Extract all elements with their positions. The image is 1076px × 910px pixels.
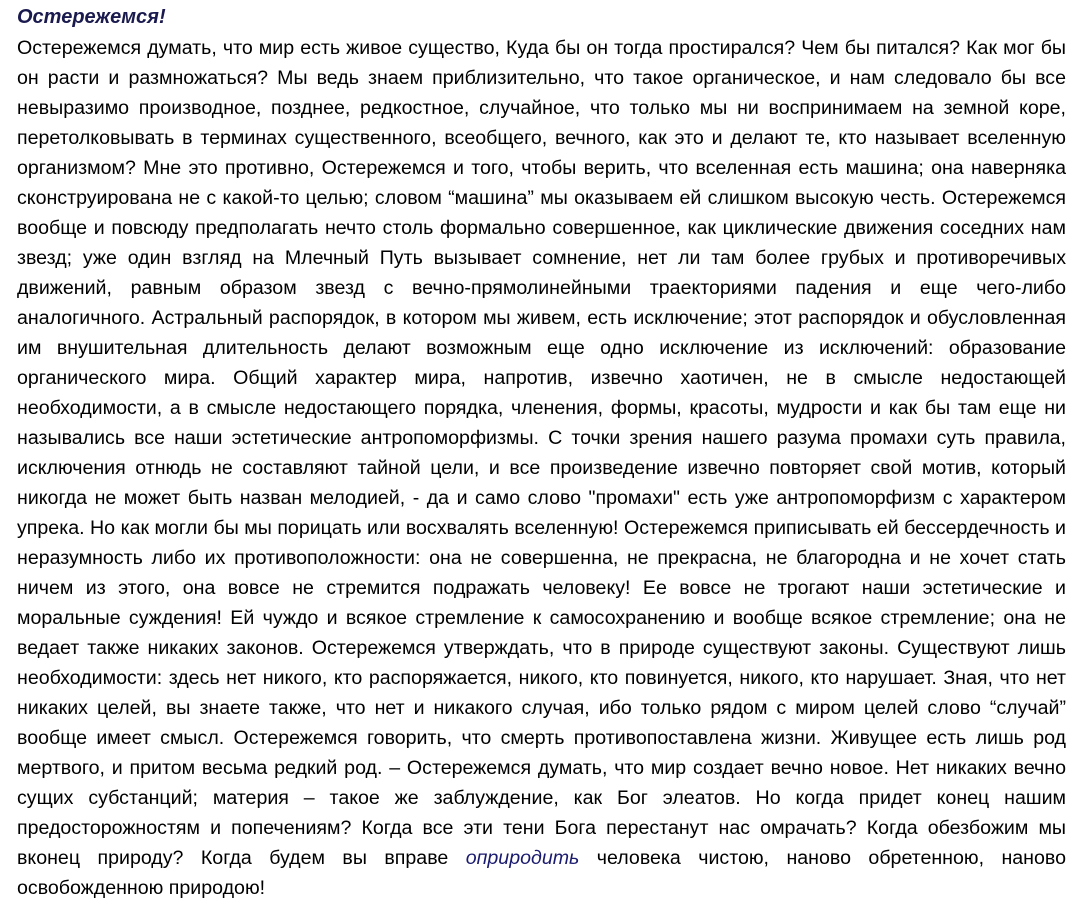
document-page bbox=[17, 0, 1066, 903]
document-title: Остережемся! bbox=[17, 6, 166, 28]
paragraph-text-main: Остережемся думать, что мир есть живое существо, Куда бы он тогда простирался? Чем бы питался? Как мог бы он расти и размножаться? Мы ведь знаем приблизительно, что такое органическое, и нам следовало бы все невыразимо производное, позднее, редкостное, случайное, что только мы ни воспринимаем на земной коре, перетолковывать в терминах существенного, всеобщего, вечного, как это и делают те, кто называет вселенную организмом? Мне это противно, Остережемся и того, чтобы верить, что вселенная есть машина; она наверняка сконструирована не с какой-то целью; словом “машина” мы оказываем ей слишком высокую честь. Остережемся вообще и повсюду предполагать нечто столь формально совершенное, как циклические движения соседних нам звезд; уже один взгляд на Млечный Путь вызывает сомнение, нет ли там более грубых и противоречивых движений, равным образом звезд с вечно-прямолинейными траекториями падения и еще чего-либо аналогичного. Астральный распорядок, в котором мы живем, есть исключение; этот распорядок и обусловленная им внушительная длительность делают возможным еще одно исключение из исключений: образование органического мира. Общий характер мира, напротив, извечно хаотичен, не в смысле недостающей необходимости, а в смысле недостающего порядка, членения, формы, красоты, мудрости и как бы там еще ни назывались все наши эстетические антропоморфизмы. С точки зрения нашего разума промахи суть правила, исключения отнюдь не составляют тайной цели, и все произведение извечно повторяет свой мотив, который никогда не может быть назван мелодией, - да и само слово "промахи" есть уже антропоморфизм с характером упрека. Но как могли бы мы порицать или восхвалять вселенную! Остережемся приписывать ей бессердечность и неразумность либо их противоположности: она не совершенна, не прекрасна, не благородна и не хочет стать ничем из этого, она вовсе не стремится подражать человеку! Ее вовсе не трогают наши эстетические и моральные суждения! Ей чуждо и всякое стремление к самосохранению и вообще всякое стремление; она не ведает также никаких законов. Остережемся утверждать, что в природе существуют законы. Существуют лишь необходимости: здесь нет никого, кто распоряжается, никого, кто повинуется, никого, кто нарушает. Зная, что нет никаких целей, вы знаете также, что нет и никакого случая, ибо только рядом с миром целей слово “случай” вообще имеет смысл. Остережемся говорить, что смерть противопоставлена жизни. Живущее есть лишь род мертвого, и притом весьма редкий род. – Остережемся думать, что мир создает вечно новое. Нет никаких вечно сущих субстанций; материя – такое же заблуждение, как Бог элеатов. Но когда придет конец нашим предосторожностям и попечениям? Когда все эти тени Бога перестанут нас омрачать? Когда обезбожим мы вконец природу? Когда будем вы вправе bbox=[17, 37, 1066, 869]
emphasis-link-word[interactable]: оприродить bbox=[465, 847, 580, 869]
document-paragraph bbox=[17, 33, 1066, 903]
paragraph-text-end: человека чистою, наново обретенною, наново освобожденною природою! bbox=[17, 847, 1066, 899]
